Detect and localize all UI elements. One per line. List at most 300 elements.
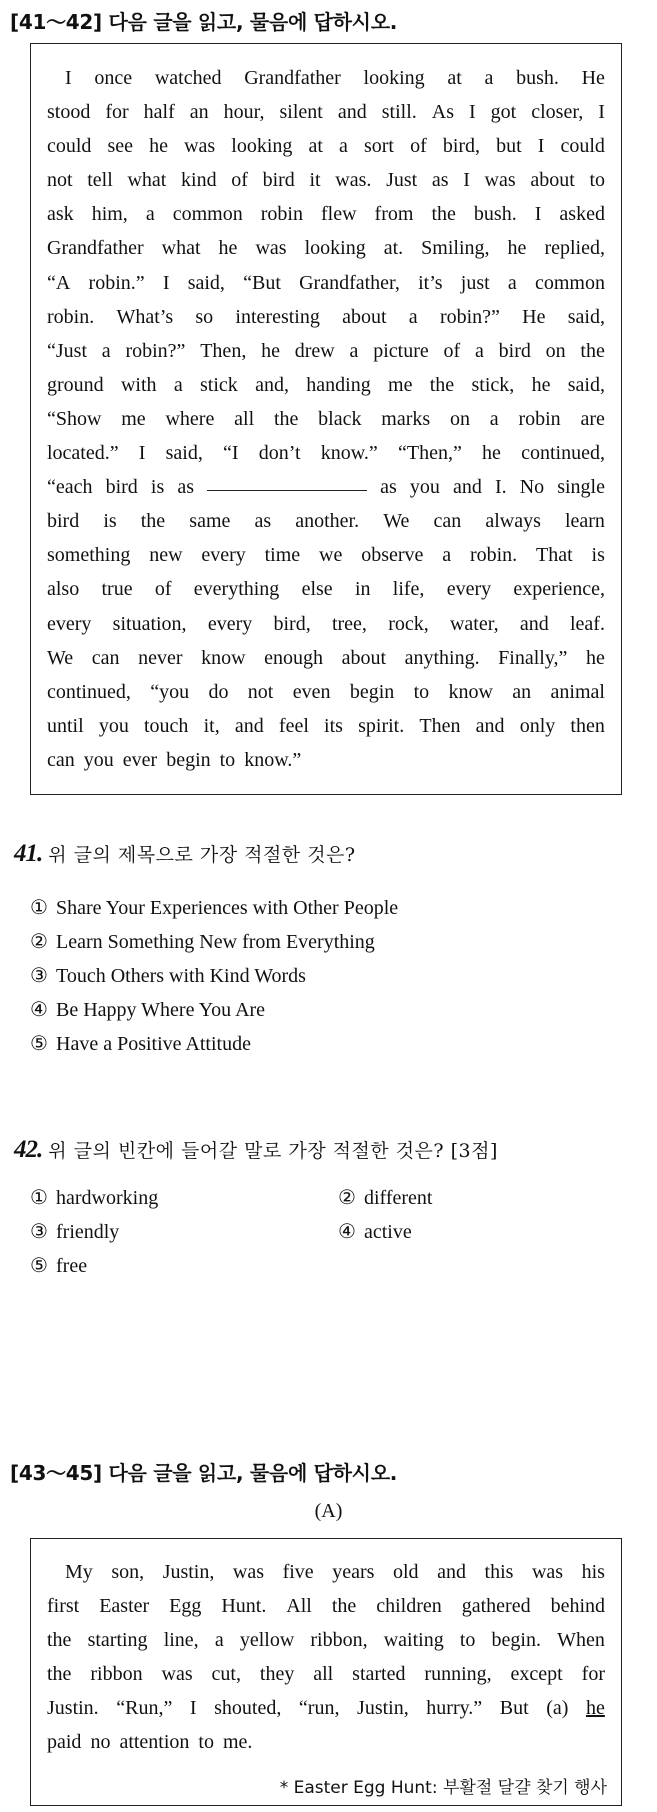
word: with [120,373,157,396]
word: a [507,271,517,294]
word: “A [47,271,71,294]
word: and [234,714,264,737]
choice-text: hardworking [56,1187,159,1209]
word: this [484,1561,514,1583]
word: to [413,680,430,703]
word: begin. [491,1629,541,1652]
q42-choice-5[interactable] [30,1253,87,1278]
word: as [254,510,272,533]
word: (a) [546,1697,569,1720]
word: bird, [442,135,481,158]
word: the [47,1629,72,1652]
word: stood [47,101,91,124]
passage-line [47,402,605,436]
word: children [376,1595,442,1618]
passage-line [47,572,605,606]
word: he [149,135,169,158]
word: its [324,714,343,737]
word: interesting [235,305,320,328]
word: started [352,1663,406,1686]
word: “Show [47,407,102,430]
choice-number-icon: ⑤ [30,1255,48,1277]
word: tell [87,169,113,192]
word: marks [381,407,431,430]
word: “each [47,476,93,499]
word: at [308,135,323,158]
passage-line [47,197,605,231]
word: “run, [298,1697,340,1720]
word: son, [111,1561,145,1583]
word: for [581,1663,605,1686]
word: was [255,237,287,260]
word: in [354,578,371,601]
q41-choice-1[interactable] [30,895,398,920]
word: shouted, [214,1697,282,1720]
word: is [103,510,117,533]
word: first [47,1595,80,1618]
word: hour, [223,101,265,124]
word: so [195,305,214,328]
word: animal [550,680,605,703]
word: time [264,544,301,567]
word: as [177,476,194,499]
word: tree, [331,612,367,635]
word: what [127,169,167,192]
word: continued, [47,680,131,703]
word: All [286,1595,312,1618]
q42-choice-4[interactable] [338,1219,412,1244]
passage-line [47,675,605,709]
passage-line [47,300,605,334]
word: it’s [418,271,443,294]
word: stick, [471,373,515,396]
word: about [342,305,387,328]
word: know [448,680,493,703]
word: a [484,67,494,89]
word: it [309,169,321,192]
choice-number-icon: ① [30,897,48,919]
word: he [507,237,527,260]
q41-choice-2[interactable] [30,929,375,954]
word: is [591,544,605,567]
choice-text: Learn Something New from Everything [56,931,375,953]
word: silent [279,101,323,124]
word: ribbon, [310,1629,368,1652]
word: can [91,646,120,669]
passage-box-1 [30,43,622,795]
passage-line [47,163,605,197]
word: “Then,” [397,442,462,465]
choice-number-icon: ④ [30,999,48,1021]
word: Finally,” [498,646,568,669]
word: was. [335,169,372,192]
word: a [474,339,484,362]
word: What’s [116,305,174,328]
word: about [530,169,575,192]
word: behind [550,1595,605,1618]
passage-line [47,61,605,95]
question-41-text: 위 글의 제목으로 가장 적절한 것은? [48,844,356,866]
word: the [431,203,456,226]
passage-line [47,1555,605,1589]
word: Smiling, [421,237,490,260]
answer-blank [207,470,367,491]
q42-choice-3[interactable] [30,1219,119,1244]
word: still. [381,101,417,124]
word: experience, [513,578,605,601]
word: where [165,407,215,430]
word: the [47,1663,72,1686]
word: as [380,476,397,499]
word: all [313,1663,334,1686]
word: an [512,680,532,703]
word: know.” [244,748,302,771]
word: observe [361,544,424,567]
footnote: * Easter Egg Hunt: 부활절 달걀 찾기 행사 [279,1778,607,1798]
word: at [447,67,462,89]
word: Egg [169,1595,202,1618]
word: feel [278,714,309,737]
word: until [47,714,84,737]
word: said, [165,442,203,465]
word: a [442,544,452,567]
word: stick [200,373,238,396]
word: another. [295,510,360,533]
passage-text-2 [47,1555,605,1760]
passage-line [47,641,605,675]
word: bird, [273,612,311,635]
choice-text: Touch Others with Kind Words [56,965,306,987]
word: starting [87,1629,148,1652]
passage-text-1 [47,61,605,777]
word: Justin, [357,1697,409,1720]
word: asked [559,203,605,226]
word: every [446,578,492,601]
word: Easter [99,1595,150,1618]
word: learn [564,510,605,533]
word: I [469,101,476,124]
word: sort [363,135,394,158]
word: ever [122,748,158,771]
choice-text: different [364,1187,433,1209]
word: everything [193,578,280,601]
word: every [201,544,246,567]
word: every [207,612,253,635]
word: a [349,339,359,362]
question-42-number: 42. [14,1136,43,1163]
word: and, [255,373,289,396]
word: begin [166,748,211,771]
q42-choice-2[interactable] [338,1185,433,1210]
word: from [374,203,414,226]
word: I [598,101,605,124]
word: true [101,578,133,601]
word: No [519,476,545,499]
word: for [105,101,129,124]
word: I [463,169,470,192]
word: something [47,544,131,567]
choice-text: Have a Positive Attitude [56,1033,251,1055]
word: on [545,339,566,362]
passage-line [47,368,605,402]
question-42-text: 위 글의 빈칸에 들어갈 말로 가장 적절한 것은? [3점] [48,1140,498,1162]
word: was [184,135,216,158]
word: Justin. [47,1697,99,1720]
word: I [138,442,146,465]
word: line, [163,1629,199,1652]
word: he [261,339,280,362]
word: ask [47,203,74,226]
word: a [101,339,111,362]
word: said, [187,271,225,294]
passage-line [47,129,605,163]
word: looking [363,67,425,89]
word: at. [383,237,404,260]
word: common [172,203,243,226]
word: “I [223,442,239,465]
word: enough [264,646,323,669]
word: years [332,1561,375,1583]
word: kind [181,169,217,192]
word: running, [424,1663,492,1686]
word: begin [349,680,395,703]
word: else [301,578,333,601]
passage-label-a: (A) [314,1500,343,1522]
word: new [149,544,183,567]
q42-choice-1[interactable] [30,1185,158,1210]
choice-number-icon: ③ [30,1221,48,1243]
word: handing [306,373,371,396]
word: and [452,476,482,499]
word: but [496,135,522,158]
word: He [581,67,605,89]
word: half [143,101,175,124]
word: ribbon [90,1663,143,1686]
word: and [437,1561,466,1583]
word: bird [262,169,295,192]
passage-line [47,607,605,641]
word: That [536,544,573,567]
word: bird [105,476,138,499]
word: the [140,510,166,533]
word: a [173,373,183,396]
word: then [570,714,605,737]
word: all [234,407,255,430]
word: him, [91,203,128,226]
word: I [162,271,170,294]
passage-line [47,1623,605,1657]
word: said, [567,373,605,396]
word: robin. [469,544,518,567]
passage-line [47,1589,605,1623]
passage-line [47,1725,605,1759]
word: robin.” [88,271,145,294]
word: closer, [531,101,584,124]
word: the [580,339,605,362]
word: Then [419,714,461,737]
question-41-number: 41. [14,840,43,867]
word: was [484,169,516,192]
choice-number-icon: ④ [338,1221,356,1243]
word: a [339,135,348,158]
q41-choice-4[interactable] [30,997,265,1022]
word: bird [498,339,531,362]
word: robin. [47,305,95,328]
word: robin?” [439,305,500,328]
word: old [392,1561,419,1583]
word: of [443,339,461,362]
word: and [337,101,367,124]
word: looking [304,237,366,260]
word: touch [143,714,189,737]
choice-number-icon: ② [338,1187,356,1209]
word: was [232,1561,265,1583]
word: can [433,510,462,533]
word: We [383,510,410,533]
word: not [47,169,73,192]
word: it, [203,714,220,737]
word: to [459,1629,476,1652]
word: even [292,680,331,703]
word: Grandfather, [299,271,400,294]
word: I [65,67,72,89]
word: anything. [404,646,480,669]
word: me [121,407,146,430]
word: what [161,237,201,260]
word: “But [243,271,281,294]
q41-choice-3[interactable] [30,963,306,988]
word: Hunt. [221,1595,267,1618]
passage-line [47,1657,605,1691]
word: an [189,101,209,124]
word: you [98,714,129,737]
word: every [47,612,92,635]
word: “you [150,680,190,703]
word: only [519,714,556,737]
passage-line [47,1691,605,1725]
word: robin?” [125,339,186,362]
word: He [522,305,546,328]
word: a [408,305,418,328]
word: a [145,203,155,226]
choice-text: active [364,1221,412,1243]
word: looking [231,135,293,158]
choice-number-icon: ② [30,931,48,953]
word: waiting [383,1629,444,1652]
word: know [201,646,246,669]
word: we [319,544,343,567]
word: Just [386,169,418,192]
passage-line [47,538,605,572]
section-header-41-42: [41～42] 다음 글을 읽고, 물음에 답하시오. [10,10,398,34]
choice-text: friendly [56,1221,120,1243]
word: never [138,646,183,669]
word: five [282,1561,314,1583]
word: drew [294,339,335,362]
word: the [429,373,455,396]
word: I [534,203,542,226]
passage-line [47,436,605,470]
choice-number-icon: ③ [30,965,48,987]
word: was [531,1561,564,1583]
word: no [90,1731,111,1754]
word: as [431,169,449,192]
word: you [409,476,440,499]
word: bush. [516,67,559,89]
word: do [208,680,229,703]
word: of [154,578,172,601]
word: me. [222,1731,253,1754]
word: “Just [47,339,87,362]
word: they [259,1663,295,1686]
passage-line [47,231,605,265]
word: I [537,135,545,158]
word: robin [260,203,303,226]
word: got [490,101,517,124]
word: see [107,135,134,158]
word: he [218,237,238,260]
word: Grandfather [244,67,341,89]
word: could [47,135,92,158]
passage-line [47,266,605,300]
word: paid [47,1731,82,1754]
word: We [47,646,74,669]
word: to [219,748,236,771]
word: a [489,407,499,430]
q41-choice-5[interactable] [30,1031,251,1056]
word: me [388,373,413,396]
word: to [589,169,605,192]
word: on [449,407,470,430]
word: Grandfather [47,237,144,260]
word: rock, [388,612,429,635]
word: As [431,101,454,124]
word: life, [392,578,425,601]
word: are [580,407,605,430]
word: robin [518,407,561,430]
word: was [161,1663,193,1686]
word: yellow [239,1629,295,1652]
word: he [482,442,501,465]
word: located.” [47,442,119,465]
word: When [557,1629,605,1652]
word: single [557,476,605,499]
word: cut, [211,1663,241,1686]
word: except [510,1663,563,1686]
word: spirit. [358,714,405,737]
word: I. [494,476,507,499]
word: of [231,169,248,192]
word: gathered [461,1595,531,1618]
word: a [214,1629,224,1652]
word: is [150,476,165,499]
word: picture [373,339,429,362]
word: to [198,1731,214,1754]
word: said, [567,305,605,328]
passage-line [47,470,605,504]
word: bush. [473,203,517,226]
word: leaf. [570,612,605,635]
passage-line [47,95,605,129]
section-header-43-45: [43～45] 다음 글을 읽고, 물음에 답하시오. [10,1461,398,1485]
word: and [475,714,505,737]
word: But [499,1697,529,1720]
word: “Run,” [116,1697,173,1720]
word: flew [320,203,357,226]
word: just [460,271,490,294]
word: his [581,1561,605,1583]
word: I [189,1697,197,1720]
